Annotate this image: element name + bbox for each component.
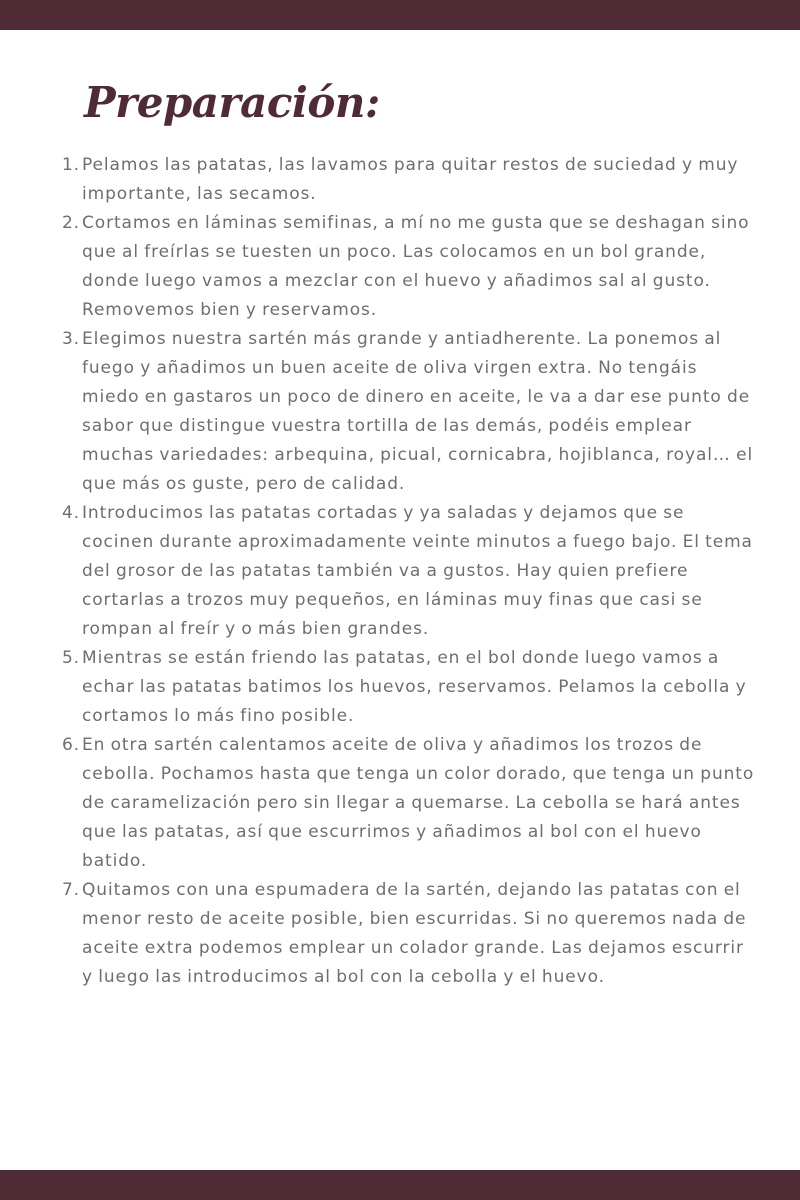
step-item	[0, 209, 800, 325]
step-number: 6.	[61, 735, 80, 755]
step-text: Mientras se están friendo las patatas, en el bol donde luego vamos a echar las patatas batimos los huevos, reservamos. Pelamos la cebolla y cortamos lo más fino posible.	[82, 648, 747, 726]
step-item	[0, 151, 800, 209]
step-number: 5.	[61, 648, 80, 668]
step-text: Quitamos con una espumadera de la sartén, dejando las patatas con el menor resto de aceite posible, bien escurridas. Si no queremos nada de aceite extra podemos emplear un colador grande. Las dejamos escurrir y luego las introducimos al bol con la cebolla y el huevo.	[82, 880, 747, 987]
step-number: 1.	[61, 155, 80, 175]
page-title: Preparación:	[84, 78, 380, 127]
bottom-bar	[0, 1170, 800, 1200]
steps-list	[0, 151, 800, 992]
step-number: 3.	[61, 329, 80, 349]
step-item	[0, 731, 800, 876]
step-text: Cortamos en láminas semifinas, a mí no me gusta que se deshagan sino que al freírlas se tuesten un poco. Las colocamos en un bol grande, donde luego vamos a mezclar con el huevo y añadimos sal al gusto. Removemos bien y reservamos.	[82, 213, 750, 320]
step-number: 2.	[61, 213, 80, 233]
step-text: Introducimos las patatas cortadas y ya saladas y dejamos que se cocinen durante aproximadamente veinte minutos a fuego bajo. El tema del grosor de las patatas también va a gustos. Hay quien prefiere cortarlas a trozos muy pequeños, en láminas muy finas que casi se rompan al freír y o más bien grandes.	[82, 503, 753, 639]
step-number: 4.	[61, 503, 80, 523]
step-item	[0, 876, 800, 992]
step-text: Pelamos las patatas, las lavamos para quitar restos de suciedad y muy importante, las secamos.	[82, 155, 739, 204]
top-bar	[0, 0, 800, 30]
step-item	[0, 644, 800, 731]
step-item	[0, 499, 800, 644]
step-text: En otra sartén calentamos aceite de oliva y añadimos los trozos de cebolla. Pochamos hasta que tenga un color dorado, que tenga un punto de caramelización pero sin llegar a quemarse. La cebolla se hará antes que las patatas, así que escurrimos y añadimos al bol con el huevo batido.	[82, 735, 755, 871]
step-item	[0, 325, 800, 499]
step-text: Elegimos nuestra sartén más grande y antiadherente. La ponemos al fuego y añadimos un buen aceite de oliva virgen extra. No tengáis miedo en gastaros un poco de dinero en aceite, le va a dar ese punto de sabor que distingue vuestra tortilla de las demás, podéis emplear muchas variedades: arbequina, picual, cornicabra, hojiblanca, royal… el que más os guste, pero de calidad.	[82, 329, 754, 494]
step-number: 7.	[61, 880, 80, 900]
